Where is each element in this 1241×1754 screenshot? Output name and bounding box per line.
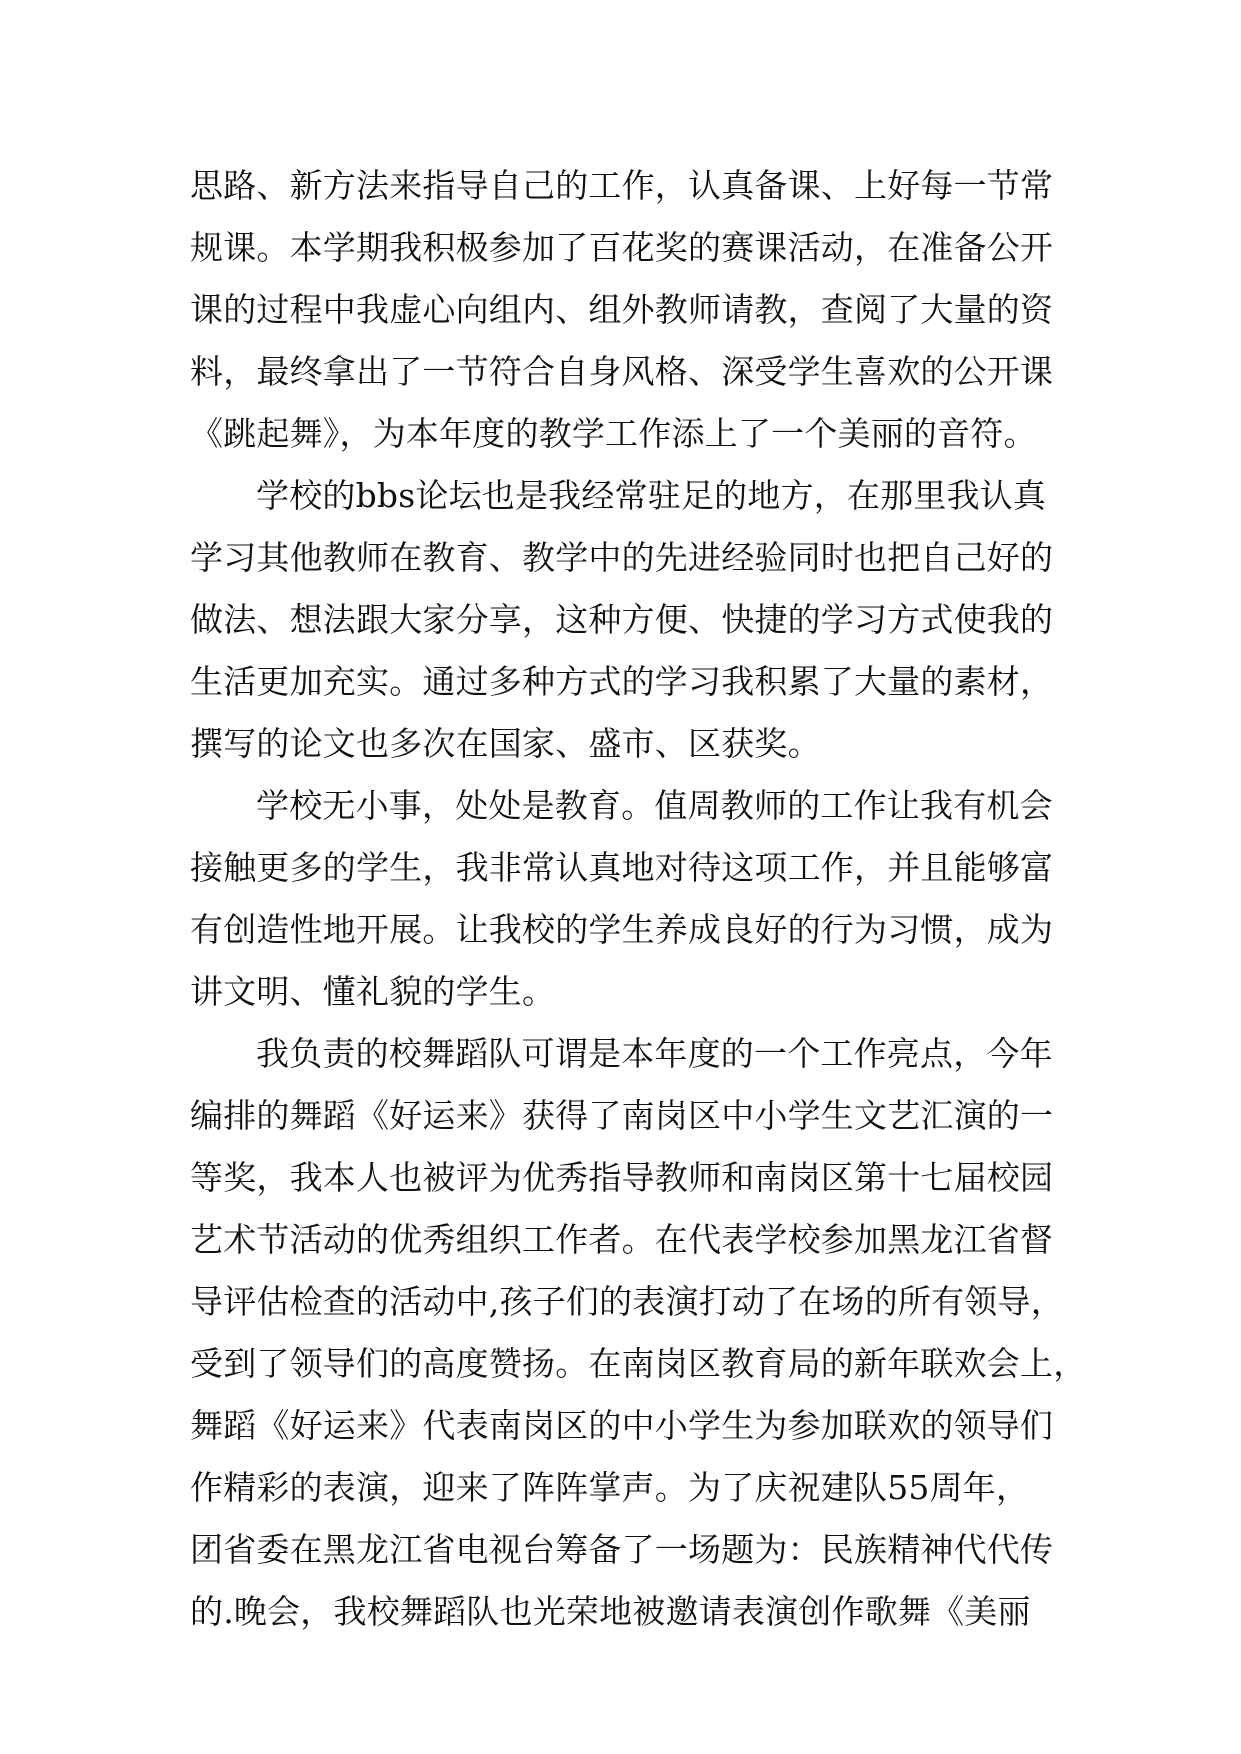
paragraph-first-line: 学校无小事，处处是教育。值周教师的工作让我有机会 xyxy=(256,786,1053,825)
text-line: 讲文明、懂礼貌的学生。 xyxy=(190,972,556,1011)
text-line: 做法、想法跟大家分享，这种方便、快捷的学习方式使我的 xyxy=(190,600,1054,639)
text-line: 接触更多的学生，我非常认真地对待这项工作，并且能够富 xyxy=(190,848,1054,887)
text-line: 作精彩的表演，迎来了阵阵掌声。为了庆祝建队55周年， xyxy=(190,1468,1030,1507)
text-line: 导评估检查的活动中,孩子们的表演打动了在场的所有领导， xyxy=(190,1282,1064,1321)
text-line: 等奖，我本人也被评为优秀指导教师和南岗区第十七届校园 xyxy=(190,1158,1054,1197)
text-line: 课的过程中我虚心向组内、组外教师请教，查阅了大量的资 xyxy=(190,290,1054,329)
paragraph-first-line: 我负责的校舞蹈队可谓是本年度的一个工作亮点，今年 xyxy=(256,1034,1053,1073)
text-line: 思路、新方法来指导自己的工作，认真备课、上好每一节常 xyxy=(190,166,1054,205)
text-line: 的.晚会，我校舞蹈队也光荣地被邀请表演创作歌舞《美丽 xyxy=(190,1592,1031,1631)
text-line: 编排的舞蹈《好运来》获得了南岗区中小学生文艺汇演的一 xyxy=(190,1096,1054,1135)
text-line: 受到了领导们的高度赞扬。在南岗区教育局的新年联欢会上， xyxy=(190,1344,1087,1383)
text-line: 料，最终拿出了一节符合自身风格、深受学生喜欢的公开课 xyxy=(190,352,1054,391)
document-body xyxy=(190,155,1087,1643)
text-line: 学习其他教师在教育、教学中的先进经验同时也把自己好的 xyxy=(190,538,1054,577)
text-line: 团省委在黑龙江省电视台筹备了一场题为：民族精神代代传 xyxy=(190,1530,1054,1569)
paragraph-first-line: 学校的bbs论坛也是我经常驻足的地方，在那里我认真 xyxy=(256,476,1047,515)
text-line: 《跳起舞》，为本年度的教学工作添上了一个美丽的音符。 xyxy=(190,414,1037,453)
text-line: 撰写的论文也多次在国家、盛市、区获奖。 xyxy=(190,724,821,763)
text-line: 有创造性地开展。让我校的学生养成良好的行为习惯，成为 xyxy=(190,910,1054,949)
text-line: 生活更加充实。通过多种方式的学习我积累了大量的素材， xyxy=(190,662,1054,701)
text-line: 艺术节活动的优秀组织工作者。在代表学校参加黑龙江省督 xyxy=(190,1220,1054,1259)
text-line: 舞蹈《好运来》代表南岗区的中小学生为参加联欢的领导们 xyxy=(190,1406,1054,1445)
text-line: 规课。本学期我积极参加了百花奖的赛课活动，在准备公开 xyxy=(190,228,1054,267)
